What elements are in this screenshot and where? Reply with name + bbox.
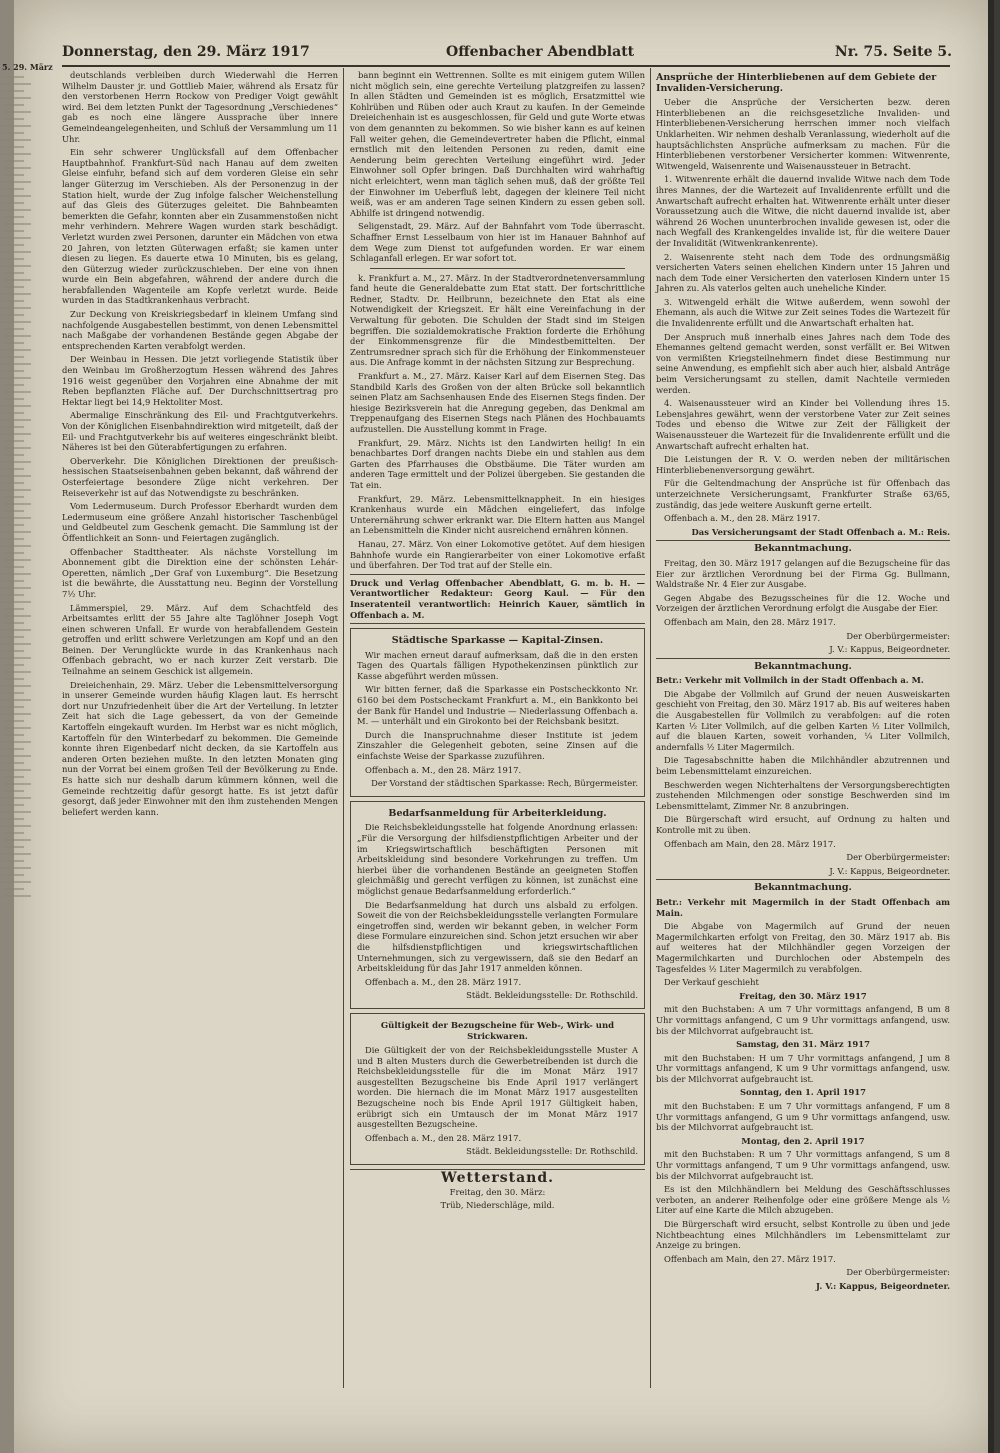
separator — [656, 658, 950, 659]
notice-signature: Der Oberbürgermeister: — [846, 630, 950, 641]
previous-page-text-line — [2, 370, 24, 372]
notice-bedarfsanmeldung — [350, 801, 645, 1009]
article-text: Abermalige Einschränkung des Eil- und Frachtgutverkehrs. Von der Königlichen Eisenbahndirektion wird mitgeteilt, daß der Eil- und Frachtgutverkehr bis auf weiteres eingeschränkt bleibt. Näheres ist bei den Güterabfertigungen zu erfahren. — [62, 410, 338, 453]
notice-date: Offenbach a. M., den 28. März 1917. — [365, 1132, 522, 1143]
article-text: Der Weinbau in Hessen. Die jetzt vorliegende Statistik über den Weinbau im Großherzogtum Hessen während des Jahres 1916 weist gegenüber den Vorjahren eine Abnahme der mit Reben bepflanzten Fläche auf. Der Durchschnittsertrag pro Hektar liegt bei 14,9 Hektoliter Most. — [62, 354, 338, 407]
notice-text: Die Reichsbekleidungsstelle hat folgende Anordnung erlassen: „Für die Versorgung der hilfsdienstpflichtigen Arbeiter und der im Kriegswirtschaftlich beschäftigten Personen mit Arbeitskleidung sind besondere Vorkehrungen zu treffen. Um hierbei über die vorhandenen Bestände an geeigneten Stoffen gleichmäßig und gerecht verfügen zu können, ist zunächst eine möglichst genaue Bedarfsanmeldung erforderlich.“ — [357, 822, 638, 896]
previous-page-text-line — [2, 762, 24, 764]
previous-page-text-line — [2, 160, 24, 162]
previous-page-text-line — [2, 671, 31, 673]
separator — [656, 879, 950, 880]
notice-heading: Bedarfsanmeldung für Arbeiterkleidung. — [388, 807, 607, 819]
column-1 — [62, 70, 338, 1390]
previous-page-text-line — [2, 769, 31, 771]
previous-page-text-line — [2, 398, 24, 400]
page-edge — [988, 0, 994, 1453]
sale-day: Montag, den 2. April 1917 — [741, 1135, 865, 1146]
article-text: Dreieichenhain, 29. März. Ueber die Lebensmittelversorgung in unserer Gemeinde wurden häufig Klagen laut. Es herrscht dort nur Unzufriedenheit über die Art der Verteilung. In letzter Zeit hat sich die Lage gebessert, da von der Gemeinde Kartoffeln eingekauft wurden. Im Herbst war es nicht möglich, Kartoffeln für den Winterbedarf zu bekommen. Die Gemeinde konnte ihren Eigenbedarf nicht decken, da sie Kartoffeln aus anderen Orten beziehen mußte. In den letzten Monaten ging nun der Vorrat bei einem großen Teil der Bevölkerung zu Ende. Es hatte sich nur deshalb darum kümmern können, weil die Gemeinde rechtzeitig dafür gesorgt hatte. Es ist jetzt dafür gesorgt, daß jeder Einwohner mit den ihm zustehenden Mengen beliefert werden kann. — [62, 679, 338, 817]
article-text: Hanau, 27. März. Von einer Lokomotive getötet. Auf dem hiesigen Bahnhofe wurde ein Rangierarbeiter von einer Lokomotive erfaßt und überfahren. Der Tod trat auf der Stelle ein. — [350, 538, 645, 571]
previous-page-text-line — [2, 391, 31, 393]
previous-page-text-line — [2, 517, 31, 519]
previous-page-text-line — [2, 783, 31, 785]
previous-page-text-line — [2, 146, 24, 148]
separator — [350, 623, 645, 624]
previous-page-text-line — [2, 258, 24, 260]
article-text: Frankfurt a. M., 27. März. Kaiser Karl auf dem Eisernen Steg. Das Standbild Karls des Großen von der alten Brücke soll bekanntlich seinen Platz am Sachsenhausen Ende des Eisernen Stegs finden. Der hiesige Bezirksverein hat die Anregung gegeben, das Denkmal am Treppenaufgang des Eisernen Stegs nach Plänen des Hochbauamts aufzustellen. Die Ausstellung kommt in Frage. — [350, 371, 645, 434]
previous-page-text-line — [2, 426, 24, 428]
article-text: Zur Deckung von Kreiskriegsbedarf in kleinem Umfang sind nachfolgende Ausgabestellen bestimmt, von denen Lebensmittel nach Maßgabe der vorhandenen Bestände gegen Abgabe der entsprechenden Karten verabfolgt werden. — [62, 309, 338, 351]
notice-date: Offenbach am Main, den 27. März 1917. — [664, 1253, 836, 1264]
masthead-issue: Nr. 75. Seite 5. — [834, 44, 952, 60]
previous-page-text-line — [2, 181, 31, 183]
previous-page-text-line — [2, 475, 31, 477]
previous-page-text-line — [2, 608, 24, 610]
notice-signature: Städt. Bekleidungsstelle: Dr. Rothschild. — [466, 990, 638, 1001]
notice-date: Offenbach am Main, den 28. März 1917. — [664, 838, 836, 849]
previous-page-margin — [0, 60, 53, 1400]
previous-page-text-line — [2, 846, 24, 848]
notice-text: 2. Waisenrente steht nach dem Tode des ordnungsmäßig versicherten Vaters seinen ehelichen Kindern unter 15 Jahren und nach dem Tode einer Versicherten den vaterlosen Kindern unter 15 Jahren zu. Als vaterlos gelten auch uneheliche Kinder. — [656, 251, 950, 294]
column-2 — [350, 70, 645, 1390]
notice-signature: J. V.: Kappus, Beigeordneter. — [816, 1280, 950, 1291]
previous-page-text-line — [2, 342, 24, 344]
previous-page-text-line — [2, 664, 24, 666]
notice-text: Es ist den Milchhändlern bei Meldung des Geschäftsschlusses verboten, an anderer Reihenfolge oder eine größere Menge als ½ Liter auf eine Karte die Milch abzugeben. — [656, 1184, 950, 1216]
article-text: Frankfurt, 29. März. Nichts ist den Landwirten heilig! In ein benachbartes Dorf drangen nachts Diebe ein und stahlen aus dem Garten des Pfarrhauses die Obstbäume. Die Täter wurden am anderen Tage ermittelt und der Polizei übergeben. Sie gestanden die Tat ein. — [350, 437, 645, 490]
previous-page-text-line — [2, 615, 31, 617]
notice-text: Die Abgabe von Magermilch auf Grund der neuen Magermilchkarten erfolgt von Freitag, den 30. März 1917 ab. Bis auf weiteres hat der Milchhändler gegen Vorzeigen der Magermilchkarten und Durchlochen oder Abstempeln des Tagesfeldes ½ Liter Magermilch zu verabfolgen. — [656, 921, 950, 974]
previous-page-text-line — [2, 510, 24, 512]
weather-date: Freitag, den 30. März: — [449, 1186, 546, 1197]
article-text: Lämmerspiel, 29. März. Auf dem Schachtfeld des Arbeitsamtes erlitt der 55 Jahre alte Taglöhner Joseph Vogt einen schweren Unfall. Er wurde von herabfallendem Gestein getroffen und erlitt schwere Verletzungen am Kopf und an den Beinen. Der Verunglückte wurde in das Krankenhaus nach Offenbach gebracht, wo er nach kurzer Zeit verstarb. Die Teilnahme an seinem Geschick ist allgemein. — [62, 602, 338, 677]
previous-page-text-line — [2, 573, 31, 575]
notice-subject: Betr.: Verkehr mit Magermilch in der Stadt Offenbach am Main. — [656, 896, 950, 918]
previous-page-text-line — [2, 167, 31, 169]
notice-text: Die Bedarfsanmeldung hat durch uns alsbald zu erfolgen. Soweit die von der Reichsbekleidungsstelle verlangten Formulare eingetroffen sind, werden wir bekannt geben, in welcher Form diese Formulare einzureichen sind. Schon jetzt ersuchen wir aber die hilfsdienstpflichtigen und kriegswirtschaftlichen Unternehmungen, sich zu vergewissern, daß sie den Bedarf an Arbeitskleidung für das Jahr 1917 anmelden können. — [357, 899, 638, 974]
article-text: Seligenstadt, 29. März. Auf der Bahnfahrt vom Tode überrascht. Schaffner Ernst Lesselbaum von hier ist im Hanauer Bahnhof auf dem Wege zum Dienst tot aufgefunden worden. Er war einem Schlaganfall erlegen. Er war sofort tot. — [350, 221, 645, 264]
previous-page-text-line — [2, 321, 31, 323]
notice-text: 4. Waisenaussteuer wird an Kinder bei Vollendung ihres 15. Lebensjahres gewährt, wenn der verstorbene Vater zur Zeit seines Todes und ebenso die Witwe zur Zeit der Fälligkeit der Waisenaussteuer die Wartezeit für die Invalidenrente erfüllt und die Anwartschaft aufrecht erhalten hat. — [656, 398, 950, 451]
notice-text: Beschwerden wegen Nichterhaltens der Versorgungsberechtigten zustehenden Milchmengen oder sonstige Beschwerden sind im Lebensmittelamt, Zimmer Nr. 8 anzubringen. — [656, 779, 950, 811]
notice-bezugscheine — [350, 1013, 645, 1165]
notice-subject: Betr.: Verkehr mit Vollmilch in der Stadt Offenbach a. M. — [656, 675, 924, 686]
notice-text: Die Tagesabschnitte haben die Milchhändler abzutrennen und beim Lebensmittelamt einzureichen. — [656, 755, 950, 777]
previous-page-text-line — [2, 727, 31, 729]
previous-page-text-line — [2, 643, 31, 645]
notice-text: Durch die Inanspruchnahme dieser Institute ist jedem Zinszahler die Gelegenheit geboten, seine Zinsen auf die einfachste Weise der Sparkasse zuzuführen. — [357, 729, 638, 762]
previous-page-text-line — [2, 174, 24, 176]
notice-text: Gegen Abgabe des Bezugsscheines für die 12. Woche und Vorzeigen der ärztlichen Verordnung erfolgt die Ausgabe der Eier. — [656, 592, 950, 614]
previous-page-text-line — [2, 692, 24, 694]
previous-page-text-line — [2, 685, 31, 687]
column-3 — [656, 70, 950, 1390]
notice-text: 1. Witwenrente erhält die dauernd invalide Witwe nach dem Tode ihres Mannes, der die Wartezeit auf Invalidenrente erfüllt und die Anwartschaft aufrecht erhalten hat. Witwenrente erhält unter dieser Voraussetzung auch die Witwe, die nicht dauernd invalide ist, aber während 26 Wochen ununterbrochen invalide gewesen ist, oder die nach Wegfall des Krankengeldes invalide ist, für die weitere Dauer der Invalidität (Witwenkrankenrente). — [656, 174, 950, 248]
notice-heading: Städtische Sparkasse — Kapital-Zinsen. — [391, 635, 604, 647]
weather-heading: Wetterstand. — [441, 1170, 554, 1187]
previous-page-text-line — [2, 636, 24, 638]
previous-page-text-line — [2, 888, 24, 890]
sale-schedule: mit den Buchstaben: E um 7 Uhr vormittags anfangend, F um 8 Uhr vormittags anfangend, G um 9 Uhr vormittags anfangend, usw. bis der Milchvorrat aufgebraucht ist. — [656, 1101, 950, 1133]
notice-heading: Ansprüche der Hinterbliebenen auf dem Gebiete der Invaliden-Versicherung. — [656, 72, 937, 94]
notice-text: Die Gültigkeit der von der Reichsbekleidungsstelle Muster A und B alten Musters durch die Gewerbetreibenden ist durch die Reichsbekleidungsstelle für die im Monat März 1917 ausgestellten Bezugscheine bis Ende April 1917 verlängert worden. Die hiernach die im Monat März 1917 ausgestellten Bezugscheine noch bis Ende April 1917 Gültigkeit haben, erübrigt sich ein Umtausch der im Monat März 1917 ausgestellten Bezugscheine. — [357, 1045, 638, 1130]
previous-page-text-line — [2, 118, 24, 120]
previous-page-text-line — [2, 251, 31, 253]
previous-page-text-line — [2, 195, 31, 197]
previous-page-text-line — [2, 825, 31, 827]
article-text: deutschlands verbleiben durch Wiederwahl die Herren Wilhelm Dauster jr. und Gottlieb Maier, während als Ersatz für den verstorbenen Herrn Rockow von Prediger Voigt gewählt wird. Bei dem letzten Punkt der Tagesordnung „Verschiedenes“ gab es noch eine längere Aussprache über innere Gemeindeangelegenheiten, und Schluß der Versammlung um 11 Uhr. — [62, 70, 338, 144]
previous-page-text-line — [2, 293, 31, 295]
previous-page-text-line — [2, 790, 24, 792]
previous-page-text-line — [2, 489, 31, 491]
previous-page-text-line — [2, 272, 24, 274]
separator — [350, 574, 645, 575]
previous-page-text-line — [2, 468, 24, 470]
notice-signature: J. V.: Kappus, Beigeordneter. — [829, 865, 950, 876]
previous-page-text-line — [2, 678, 24, 680]
previous-page-text-line — [2, 440, 24, 442]
previous-page-text-line — [2, 755, 31, 757]
previous-page-text-line — [2, 363, 31, 365]
previous-page-text-line — [2, 188, 24, 190]
previous-page-text-line — [2, 741, 31, 743]
previous-page-text-line — [2, 748, 24, 750]
notice-text: Die Bürgerschaft wird ersucht, selbst Kontrolle zu üben und jede Nichtbeachtung eines Milchhändlers im Lebensmittelamt zur Anzeige zu bringen. — [656, 1219, 950, 1251]
masthead — [62, 44, 952, 64]
notice-text: Für die Geltendmachung der Ansprüche ist für Offenbach das unterzeichnete Versicherungsamt, Frankfurter Straße 63/65, zuständig, das jede weitere Auskunft gerne erteilt. — [656, 478, 950, 510]
article-text: Ein sehr schwerer Unglücksfall auf dem Offenbacher Hauptbahnhof. Frankfurt-Süd nach Hanau auf dem zweiten Gleise einfuhr, befand sich auf dem vorderen Gleise ein sehr langer Güterzug im Verschieben. Als der Personenzug in der Station hielt, wurde der Zug infolge falscher Weichenstellung auf das Gleis des Güterzuges geleitet. Die Bahnbeamten bemerkten die Gefahr, konnten aber ein Zusammenstoßen nicht mehr verhindern. Mehrere Wagen wurden stark beschädigt. Verletzt wurden zwei Personen, darunter ein Mädchen von etwa 20 Jahren, von letzten Güterwagen erfaßt; sie kamen unter diesen zu liegen. Es dauerte etwa 10 Minuten, bis es gelang, den Güterzug wieder zurückzuschieben. Der eine von ihnen wurde ein Bein abgefahren, während der andere durch die herabfallenden Wagenteile am Kopfe verletzt wurde. Beide wurden in das Stadtkrankenhaus verbracht. — [62, 147, 338, 306]
previous-page-text-line — [2, 286, 24, 288]
previous-page-text-line — [2, 797, 31, 799]
previous-page-text-line — [2, 300, 24, 302]
notice-signature: Der Vorstand der städtischen Sparkasse: Rech, Bürgermeister. — [371, 778, 638, 789]
previous-page-text-line — [2, 237, 31, 239]
article-text: Frankfurt, 29. März. Lebensmittelknappheit. In ein hiesiges Krankenhaus wurde ein Mädchen eingeliefert, das infolge Unterernährung schwer erkrankt war. Die Eltern hatten aus Mangel an Lebensmitteln die Kinder nicht ausreichend ernähren können. — [350, 493, 645, 536]
previous-page-text-line — [2, 223, 31, 225]
previous-page-text-line — [2, 566, 24, 568]
previous-page-text-line — [2, 356, 24, 358]
notice-heading: Bekanntmachung. — [754, 660, 852, 672]
notice-date: Offenbach am Main, den 28. März 1917. — [664, 616, 836, 627]
previous-page-text-line — [2, 230, 24, 232]
previous-page-text-line — [2, 419, 31, 421]
previous-page-header: 5. 29. März — [2, 62, 53, 72]
notice-date: Offenbach a. M., den 28. März 1917. — [365, 976, 522, 987]
article-text: k. Frankfurt a. M., 27. März. In der Stadtverordnetenversammlung fand heute die Generaldebatte zum Etat statt. Der fortschrittliche Redner, Stadtv. Dr. Heilbrunn, bezeichnete den Etat als eine Notwendigkeit der Kriegszeit. Er hält eine Vereinfachung in der Verwaltung für geboten. Die Schulden der Stadt sind im Steigen begriffen. Die sozialdemokratische Fraktion forderte die Erhöhung der Einkommensgrenze für die Mindestbemittelten. Der Zentrumsredner sprach sich für die Erhöhung der Einkommensteuer aus. Die Anfrage kommt in der nächsten Sitzung zur Besprechung. — [350, 272, 645, 368]
notice-signature: J. V.: Kappus, Beigeordneter. — [829, 644, 950, 655]
previous-page-text-line — [2, 412, 24, 414]
previous-page-text-line — [2, 384, 24, 386]
previous-page-text-line — [2, 531, 31, 533]
previous-page-text-line — [2, 874, 24, 876]
previous-page-text-line — [2, 895, 31, 897]
column-rule — [343, 68, 344, 1388]
previous-page-text-line — [2, 153, 31, 155]
previous-page-text-line — [2, 482, 24, 484]
previous-page-text-line — [2, 132, 24, 134]
previous-page-text-line — [2, 90, 24, 92]
sale-day: Samstag, den 31. März 1917 — [736, 1039, 870, 1050]
previous-page-text-line — [2, 713, 31, 715]
previous-page-text-line — [2, 244, 24, 246]
notice-text: Wir bitten ferner, daß die Sparkasse ein Postscheckkonto Nr. 6160 bei dem Postscheckamt Frankfurt a. M., ein Bankkonto bei der Bank für Handel und Industrie — Niederlassung Offenbach a. M. — unterhält und ein Girokonto bei der Reichsbank besitzt. — [357, 684, 638, 727]
previous-page-text-line — [2, 461, 31, 463]
previous-page-text-line — [2, 125, 31, 127]
article-text: Oberverkehr. Die Königlichen Direktionen der preußisch-hessischen Staatseisenbahnen geben bekannt, daß während der Osterfeiertage besondere Züge nicht verkehren. Der Reiseverkehr ist auf das Notwendigste zu beschränken. — [62, 455, 338, 498]
notice-text: 3. Witwengeld erhält die Witwe außerdem, wenn sowohl der Ehemann, als auch die Witwe zur Zeit seines Todes die Wartezeit für die Invalidenrente erfüllt und die Anwartschaft erhalten hat. — [656, 296, 950, 329]
previous-page-text-line — [2, 650, 24, 652]
previous-page-text-line — [2, 83, 31, 85]
previous-page-text-line — [2, 349, 31, 351]
notice-heading: Gültigkeit der Bezugscheine für Web-, Wirk- und Strickwaren. — [380, 1020, 615, 1042]
previous-page-text-line — [2, 552, 24, 554]
notice-text: Die Abgabe der Vollmilch auf Grund der neuen Ausweiskarten geschieht von Freitag, den 30. März 1917 ab. Bis auf weiteres haben die Ausgabestellen für Vollmilch zu verabfolgen: auf die roten Karten ½ Liter Vollmilch, auf die gelben Karten ½ Liter Vollmilch, auf die blauen Karten, soweit vorhanden, ¼ Liter Vollmilch, andernfalls ½ Liter Magermilch. — [656, 688, 950, 752]
previous-page-text-line — [2, 853, 31, 855]
notice-signature: Städt. Bekleidungsstelle: Dr. Rothschild. — [466, 1146, 638, 1157]
previous-page-text-line — [2, 559, 31, 561]
previous-page-text-line — [2, 265, 31, 267]
notice-date: Offenbach a. M., den 28. März 1917. — [664, 513, 821, 524]
previous-page-text-line — [2, 699, 31, 701]
previous-page-text-line — [2, 216, 24, 218]
previous-page-text-line — [2, 832, 24, 834]
previous-page-text-line — [2, 377, 31, 379]
previous-page-text-line — [2, 202, 24, 204]
previous-page-text-line — [2, 734, 24, 736]
masthead-title: Offenbacher Abendblatt — [446, 44, 635, 60]
article-text: Vom Ledermuseum. Durch Professor Eberhardt wurden dem Ledermuseum eine größere Anzahl historischer Taschenbügel und Geldbeutel zum Geschenk gemacht. Die Sammlung ist der Öffentlichkeit an Sonn- und Feiertagen zugänglich. — [62, 501, 338, 543]
previous-page-text-line — [2, 594, 24, 596]
notice-signature: Der Oberbürgermeister: — [846, 852, 950, 863]
previous-page-text-line — [2, 811, 31, 813]
notice-text: Ueber die Ansprüche der Versicherten bezw. deren Hinterbliebenen an die reichsgesetzliche Invaliden- und Hinterbliebenen-Versicherung herrschen immer noch vielfach Unklarheiten. Wir nehmen deshalb Veranlassung, wiederholt auf die hauptsächlichsten Ansprüche aufmerksam zu machen. Für die Hinterbliebenen verstorbener Versicherter kommen: Witwenrente, Witwengeld, Waisenrente und Waisenaussteuer in Betracht. — [656, 97, 950, 171]
notice-signature: Das Versicherungsamt der Stadt Offenbach a. M.: Reis. — [691, 526, 950, 537]
header-rule — [62, 65, 950, 67]
previous-page-text-line — [2, 860, 24, 862]
previous-page-text-line — [2, 405, 31, 407]
previous-page-text-line — [2, 433, 31, 435]
separator — [656, 540, 950, 541]
previous-page-text-line — [2, 587, 31, 589]
notice-text: Der Anspruch muß innerhalb eines Jahres nach dem Tode des Ehemannes geltend gemacht werden, sonst verfällt er. Bei Witwen von vermißten Kriegsteilnehmern findet diese Bestimmung nur seine Anwendung, es empfiehlt sich aber auch hier, alsbald Anträge beim Versicherungsamt zu stellen, damit Nachteile vermieden werden. — [656, 331, 950, 395]
previous-page-text-line — [2, 496, 24, 498]
previous-page-text-line — [2, 139, 31, 141]
notice-text: Die Leistungen der R. V. O. werden neben der militärischen Hinterbliebenenversorgung gewährt. — [656, 454, 950, 475]
imprint: Druck und Verlag Offenbacher Abendblatt, G. m. b. H. — Verantwortlicher Redakteur: Georg Kaul. — Für den Inseratenteil verantwortlich: Heinrich Kauer, sämtlich in Offenbach a. M. — [350, 577, 645, 620]
sale-schedule: mit den Buchstaben: R um 7 Uhr vormittags anfangend, S um 8 Uhr vormittags anfangend, T um 9 Uhr vormittags anfangend, usw. bis der Milchvorrat aufgebraucht ist. — [656, 1149, 950, 1181]
previous-page-text-line — [2, 804, 24, 806]
previous-page-text-line — [2, 447, 31, 449]
previous-page-text-line — [2, 839, 31, 841]
notice-heading: Bekanntmachung. — [754, 543, 852, 555]
previous-page-text-line — [2, 580, 24, 582]
notice-text: Die Bürgerschaft wird ersucht, auf Ordnung zu halten und Kontrolle mit zu üben. — [656, 814, 950, 835]
notice-text: Der Verkauf geschieht — [664, 977, 759, 988]
column-rule — [650, 68, 651, 1388]
previous-page-text-line — [2, 881, 31, 883]
previous-page-text-line — [2, 307, 31, 309]
previous-page-text-line — [2, 867, 31, 869]
sale-day: Sonntag, den 1. April 1917 — [740, 1087, 866, 1098]
previous-page-text-line — [2, 657, 31, 659]
previous-page-text-line — [2, 524, 24, 526]
previous-page-text-line — [2, 104, 24, 106]
previous-page-text-line — [2, 209, 31, 211]
sale-day: Freitag, den 30. März 1917 — [739, 990, 867, 1001]
notice-text: Wir machen erneut darauf aufmerksam, daß die in den ersten Tagen des Quartals fälligen Hypothekenzinsen pünktlich zur Kasse abgeführt werden müssen. — [357, 649, 638, 681]
notice-text: Freitag, den 30. März 1917 gelangen auf die Bezugscheine für das Eier zur ärztlichen Verordnung bei der Firma Gg. Bullmann, Waldstraße Nr. 4 Eier zur Ausgabe. — [656, 557, 950, 590]
sale-schedule: mit den Buchstaben: H um 7 Uhr vormittags anfangend, J um 8 Uhr vormittags anfangend, K um 9 Uhr vormittags anfangend, usw. bis der Milchvorrat aufgebraucht ist. — [656, 1052, 950, 1084]
previous-page-text-line — [2, 545, 31, 547]
previous-page-text-line — [2, 454, 24, 456]
previous-page-text-line — [2, 538, 24, 540]
previous-page-text-line — [2, 111, 31, 113]
previous-page-text-line — [2, 622, 24, 624]
notice-date: Offenbach a. M., den 28. März 1917. — [365, 764, 522, 775]
previous-page-text-line — [2, 279, 31, 281]
article-text: bann beginnt ein Wettrennen. Sollte es mit einigem gutem Willen nicht möglich sein, eine gerechte Verteilung platzgreifen zu lassen? In allen Städten und Gemeinden ist es möglich, Ersatzmittel wie Kohlrüben und Rüben oder auch Kraut zu kaufen. In der Gemeinde Dreieichenhain ist es ausgeschlossen, für Geld und gute Worte etwas von dem genannten zu bekommen. So wie bisher kann es auf keinen Fall weiter gehen, die Gemeindevertreter haben die Pflicht, einmal ernstlich mit den leitenden Personen zu reden, damit eine Aenderung beim gerechten Verteilung eingeführt wird. Jeder Einwohner soll Opfer bringen. Daß Durchhalten wird wahrhaftig nicht erleichtert, wenn man täglich sehen muß, daß der größte Teil der Einwohner im Ueberfluß lebt, dagegen der kleinere Teil nicht weiß, was er am anderen Tage seinen Kindern zu essen geben soll. Abhilfe ist dringend notwendig. — [350, 70, 645, 218]
article-text: Offenbacher Stadttheater. Als nächste Vorstellung im Abonnement gibt die Direktion eine der schönsten Lehár-Operetten, nämlich „Der Graf von Luxemburg“. Die Besetzung ist die bewährte, die Ausstattung neu. Beginn der Vorstellung 7½ Uhr. — [62, 546, 338, 599]
sale-schedule: mit den Buchstaben: A um 7 Uhr vormittags anfangend, B um 8 Uhr vormittags anfangend, C um 9 Uhr vormittags anfangend, usw. bis der Milchvorrat aufgebraucht ist. — [656, 1004, 950, 1036]
notice-heading: Bekanntmachung. — [754, 882, 852, 894]
previous-page-text-line — [2, 706, 24, 708]
previous-page-text-line — [2, 776, 24, 778]
previous-page-text-line — [2, 503, 31, 505]
masthead-date: Donnerstag, den 29. März 1917 — [62, 44, 310, 60]
notice-signature: Der Oberbürgermeister: — [846, 1267, 950, 1278]
previous-page-text-line — [2, 601, 31, 603]
previous-page-text-line — [2, 314, 24, 316]
previous-page-text-line — [2, 335, 31, 337]
previous-page-text-line — [2, 629, 31, 631]
previous-page-text-line — [2, 97, 31, 99]
previous-page-text-line — [2, 328, 24, 330]
notice-sparkasse — [350, 628, 645, 797]
previous-page-text-line — [2, 76, 24, 78]
weather-forecast: Trüb, Niederschläge, mild. — [440, 1200, 555, 1211]
separator — [370, 268, 625, 269]
previous-page-text-line — [2, 720, 24, 722]
previous-page-text-line — [2, 818, 24, 820]
